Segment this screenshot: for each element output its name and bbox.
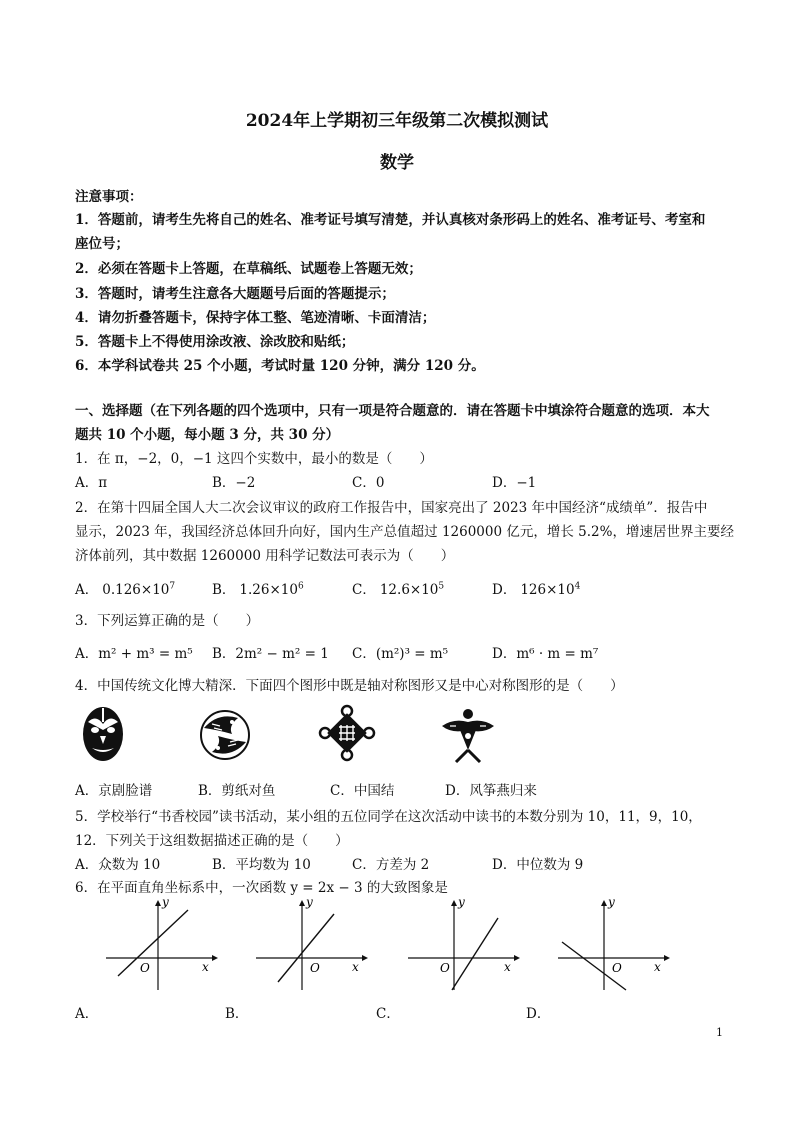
swallow-kite-figure xyxy=(440,706,496,764)
q2-option-d: D． $126\times 10^4$ xyxy=(492,581,581,598)
section-heading: 一、选择题（在下列各题的四个选项中，只有一项是符合题意的．请在答题卡中填涂符合题意的选项．本大 xyxy=(75,403,710,419)
notice-item: 3．答题时，请考生注意各大题题号后面的答题提示； xyxy=(75,286,395,302)
q1-option-a: A．π xyxy=(75,475,108,491)
q1-stem: 1．在 π，−2，0，−1 这四个实数中，最小的数是（ ） xyxy=(75,451,433,467)
q6-option-b: B． xyxy=(225,1006,249,1022)
svg-text:y: y xyxy=(306,896,313,909)
notice-item: 座位号； xyxy=(75,236,129,252)
q3-option-c: C．(m²)³ = m⁵ xyxy=(352,646,449,662)
q2-option-b: B． $1.26\times 10^6$ xyxy=(212,581,304,598)
notice-item: 5．答题卡上不得使用涂改液、涂改胶和贴纸； xyxy=(75,334,355,350)
notice-item: 6．本学科试卷共 25 个小题，考试时量 120 分钟，满分 120 分。 xyxy=(75,358,485,374)
q6-stem: 6．在平面直角坐标系中，一次函数 y = 2x − 3 的大致图象是 xyxy=(75,880,448,896)
exam-title: 2024年上学期初三年级第二次模拟测试 xyxy=(245,111,549,131)
q2-line: 济体前列，其中数据 1260000 用科学记数法可表示为（ ） xyxy=(75,548,455,564)
q4-option-b: B．剪纸对鱼 xyxy=(198,783,276,799)
subject-title: 数学 xyxy=(380,153,414,173)
notice-item: 2．必须在答题卡上答题，在草稿纸、试题卷上答题无效； xyxy=(75,261,422,277)
q6-graph-c xyxy=(402,896,522,992)
q5-line: 12．下列关于这组数据描述正确的是（ ） xyxy=(75,833,349,849)
notice-heading: 注意事项： xyxy=(75,189,143,205)
notice-item: 1．答题前，请考生先将自己的姓名、准考证号填写清楚，并认真核对条形码上的姓名、准考证号、考室和 xyxy=(75,212,706,228)
chinese-knot-figure xyxy=(318,704,376,762)
q6-graph-b xyxy=(250,896,370,992)
q2-option-c: C． $12.6\times 10^5$ xyxy=(352,581,445,598)
opera-mask-figure xyxy=(80,704,126,764)
q6-option-c: C． xyxy=(376,1006,400,1022)
svg-text:x: x xyxy=(504,960,511,974)
q1-option-b: B．−2 xyxy=(212,475,256,491)
q6-graph-a xyxy=(100,896,220,992)
q5-option-b: B．平均数为 10 xyxy=(212,857,311,873)
q5-option-d: D．中位数为 9 xyxy=(492,857,584,873)
section-heading-cont: 题共 10 个小题，每小题 3 分，共 30 分） xyxy=(75,427,340,443)
q6-option-d: D． xyxy=(526,1006,551,1022)
svg-text:y: y xyxy=(458,896,465,909)
q3-stem: 3．下列运算正确的是（ ） xyxy=(75,613,260,629)
q2-line: 2．在第十四届全国人大二次会议审议的政府工作报告中，国家亮出了 2023 年中国经济“成绩单”．报告中 xyxy=(75,500,708,516)
notice-item: 4．请勿折叠答题卡，保持字体工整、笔迹清晰、卡面清洁； xyxy=(75,310,436,326)
q1-option-d: D．−1 xyxy=(492,475,537,491)
paper-cut-fish-figure xyxy=(198,708,252,762)
q5-line: 5．学校举行“书香校园”读书活动，某小组的五位同学在这次活动中读书的本数分别为 10，11，9，10， xyxy=(75,809,702,825)
q2-line: 显示，2023 年，我国经济总体回升向好，国内生产总值超过 1260000 亿元，增长 5.2%，增速居世界主要经 xyxy=(75,524,734,540)
q1-option-c: C．0 xyxy=(352,475,385,491)
q4-option-a: A．京剧脸谱 xyxy=(75,783,153,799)
q3-option-a: A．m² + m³ = m⁵ xyxy=(75,646,193,662)
q2-option-a: A． $0.126\times 10^7$ xyxy=(75,581,176,598)
svg-text:x: x xyxy=(654,960,661,974)
svg-text:O: O xyxy=(440,961,450,975)
svg-text:x: x xyxy=(202,960,209,974)
svg-text:O: O xyxy=(310,961,320,975)
q4-option-c: C．中国结 xyxy=(330,783,395,799)
q5-option-a: A．众数为 10 xyxy=(75,857,161,873)
q3-option-d: D．m⁶ · m = m⁷ xyxy=(492,646,599,662)
page-number: 1 xyxy=(716,1026,723,1039)
svg-text:y: y xyxy=(162,896,169,909)
q6-option-a: A． xyxy=(75,1006,99,1022)
svg-text:O: O xyxy=(140,961,150,975)
q5-option-c: C．方差为 2 xyxy=(352,857,430,873)
svg-text:O: O xyxy=(612,961,622,975)
q4-stem: 4．中国传统文化博大精深．下面四个图形中既是轴对称图形又是中心对称图形的是（ ） xyxy=(75,678,624,694)
svg-text:x: x xyxy=(352,960,359,974)
svg-text:y: y xyxy=(608,896,615,909)
q6-graph-d xyxy=(552,896,672,992)
q3-option-b: B．2m² − m² = 1 xyxy=(212,646,329,662)
q4-option-d: D．风筝燕归来 xyxy=(445,783,537,799)
